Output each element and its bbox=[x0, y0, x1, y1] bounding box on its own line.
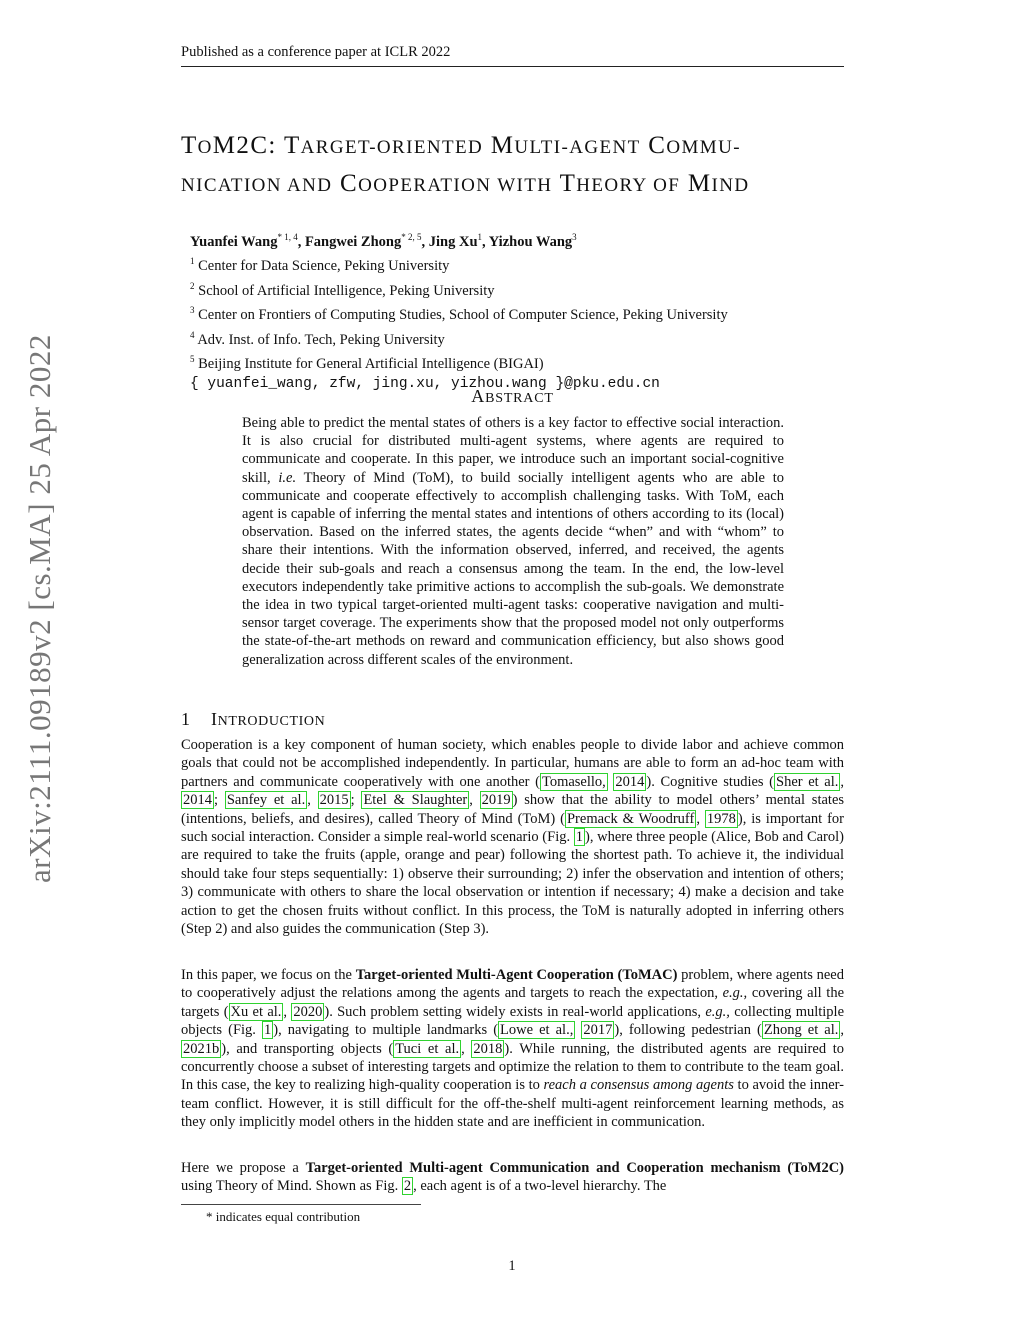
citation-link[interactable]: 2017 bbox=[583, 1022, 613, 1039]
citation-link[interactable]: 2015 bbox=[319, 792, 349, 809]
citation-link[interactable]: 2020 bbox=[293, 1003, 323, 1020]
figure-link[interactable]: 2 bbox=[403, 1178, 412, 1195]
citation-link[interactable]: Sanfey et al. bbox=[226, 792, 306, 809]
citation-link[interactable]: 1978 bbox=[706, 810, 736, 827]
citation-link[interactable]: Tomasello, bbox=[541, 773, 606, 790]
citation-link[interactable]: Tuci et al. bbox=[395, 1040, 460, 1057]
citation-link[interactable]: Zhong et al. bbox=[763, 1022, 839, 1039]
citation-link[interactable]: 2021b bbox=[183, 1040, 220, 1057]
citation-link[interactable]: Xu et al. bbox=[230, 1003, 282, 1020]
citation-link[interactable]: 2019 bbox=[481, 792, 511, 809]
intro-paragraph-2: In this paper, we focus on the Target-oriented Multi-Agent Cooperation (ToMAC) problem, where agents need to cooperatively adjust the relations among the agents and targets to reach the expectation, e.g., covering all the targets ( Xu et al. , 2020 ). Such problem setting widely exists in real-world applications, e.g., collecting multiple objects (Fig. 1 ), navigating to multiple landmarks ( Lowe et al., 2017 ), following pedestrian ( Zhong et al. , 2021b ), and transporting objects ( Tuci et al. , 2018 ). While running, the distributed agents are required to concurrently choose a subset of interesting targets and optimize the relation to them to contribute to the team goal. In this case, the key to realizing high-quality cooperation is to reach a consensus among agents to avoid the inner-team conflict. However, it is still difficult for the off-the-shelf multi-agent reinforcement learning methods, as they only implicitly model others in the hidden state and are inefficient in communication. bbox=[181, 967, 845, 1131]
figure-link[interactable]: 1 bbox=[575, 829, 583, 846]
intro-paragraph-3: Here we propose a Target-oriented Multi-agent Communication and Cooperation mechanism (ToM2C) using Theory of Mind. Shown as Fig. 2 , each agent is of a two-level hierarchy. The bbox=[181, 1160, 844, 1195]
affiliation: $^5$ Beijing Institute for General Artificial Intelligence (BIGAI) bbox=[190, 354, 544, 372]
running-header: Published as a conference paper at ICLR 2022 bbox=[181, 44, 451, 60]
section-heading-introduction: 1 INTRODUCTION bbox=[181, 709, 326, 729]
author-block bbox=[190, 228, 728, 394]
arxiv-stamp: arXiv:2111.09189v2 [cs.MA] 25 Apr 2022 bbox=[22, 334, 57, 883]
citation-link[interactable]: Sher et al. bbox=[776, 773, 839, 790]
citation-link[interactable]: 2018 bbox=[473, 1040, 503, 1057]
affiliation: $^4$ Adv. Inst. of Info. Tech, Peking University bbox=[190, 329, 445, 348]
affiliation: $^2$ School of Artificial Intelligence, Peking University bbox=[190, 280, 495, 299]
figure-link[interactable]: 1 bbox=[263, 1022, 272, 1039]
footnote-rule bbox=[181, 1204, 421, 1205]
abstract-body: Being able to predict the mental states of others is a key factor to effective social interaction. It is also crucial for distributed multi-agent systems, where agents are required to communicate and cooperate. In this paper, we introduce such an important social-cognitive skill, i.e. Theory of Mind (ToM), to build socially intelligent agents who are able to communicate and cooperate effectively to accomplish challenging tasks. With ToM, each agent is capable of inferring the mental states and intentions of others according to its (local) observation. Based on the inferred states, the agents decide “when” and with “whom” to share their intentions. With the information observed, inferred, and received, the agents decide their sub-goals and reach a consensus among the team. In the end, the low-level executors independently take primitive actions to accomplish the sub-goals. We demonstrate the idea in two typical target-oriented multi-agent tasks: cooperative navigation and multi-sensor target coverage. The experiments show that the proposed model not only outperforms the state-of-the-art methods on reward and communication efficiency, but also shows good generalization across different scales of the environment. bbox=[242, 415, 784, 668]
citation-link[interactable]: 2014 bbox=[615, 773, 645, 790]
affiliation: $^1$ Center for Data Science, Peking University bbox=[190, 256, 450, 275]
author-line: Yuanfei Wang$^{* 1, 4}$, Fangwei Zhong$^{* 2, 5}$, Jing Xu$^1$, Yizhou Wang$^3$ bbox=[190, 232, 577, 250]
citation-link[interactable]: Etel & Slaughter bbox=[363, 792, 468, 809]
page-number: 1 bbox=[508, 1258, 516, 1274]
citation-link[interactable]: 2014 bbox=[183, 792, 212, 809]
author-emails: { yuanfei_wang, zfw, jing.xu, yizhou.wang }@pku.edu.cn bbox=[190, 375, 660, 392]
affiliation: $^3$ Center on Frontiers of Computing Studies, School of Computer Science, Peking University bbox=[190, 305, 728, 324]
citation-link[interactable]: Lowe et al., bbox=[500, 1022, 574, 1039]
header-rule bbox=[181, 66, 844, 67]
citation-link[interactable]: Premack & Woodruff bbox=[566, 810, 695, 827]
intro-paragraph-1: Cooperation is a key component of human society, which enables people to divide labor and achieve common goals that could not be accomplished independently. In particular, humans are able to form an ad-hoc team with partners and communicate cooperatively with one another ( Tomasello, 2014 ). Cognitive studies ( Sher et al. , 2014 ; Sanfey et al. , 2015 ; Etel & Slaughter , 2019 ) show that the ability to model others’ mental states (intentions, beliefs, and desires), called Theory of Mind (ToM) ( Premack & Woodruff , 1978 ), is important for such social interaction. Consider a simple real-world scenario (Fig. 1 ), where three people (Alice, Bob and Carol) are required to take the fruits (apple, orange and pear) following the shortest path. To achieve it, the individual should take four steps sequentially: 1) observe their surrounding; 2) infer the observation and intention of others; 3) communicate with others to share the local observation or intention if necessary; 4) make a decision and take action to get the chosen fruits without conflict. In this process, the ToM is naturally adopted in inferring others (Step 2) and also guides the communication (Step 3). bbox=[181, 737, 845, 938]
paper-title: TOM2C: TARGET-ORIENTED MULTI-AGENT COMMU- NICATION AND COOPERATION WITH THEORY OF MIND bbox=[181, 132, 750, 197]
footnote: * indicates equal contribution bbox=[206, 1209, 361, 1224]
abstract-heading: ABSTRACT bbox=[471, 386, 554, 406]
